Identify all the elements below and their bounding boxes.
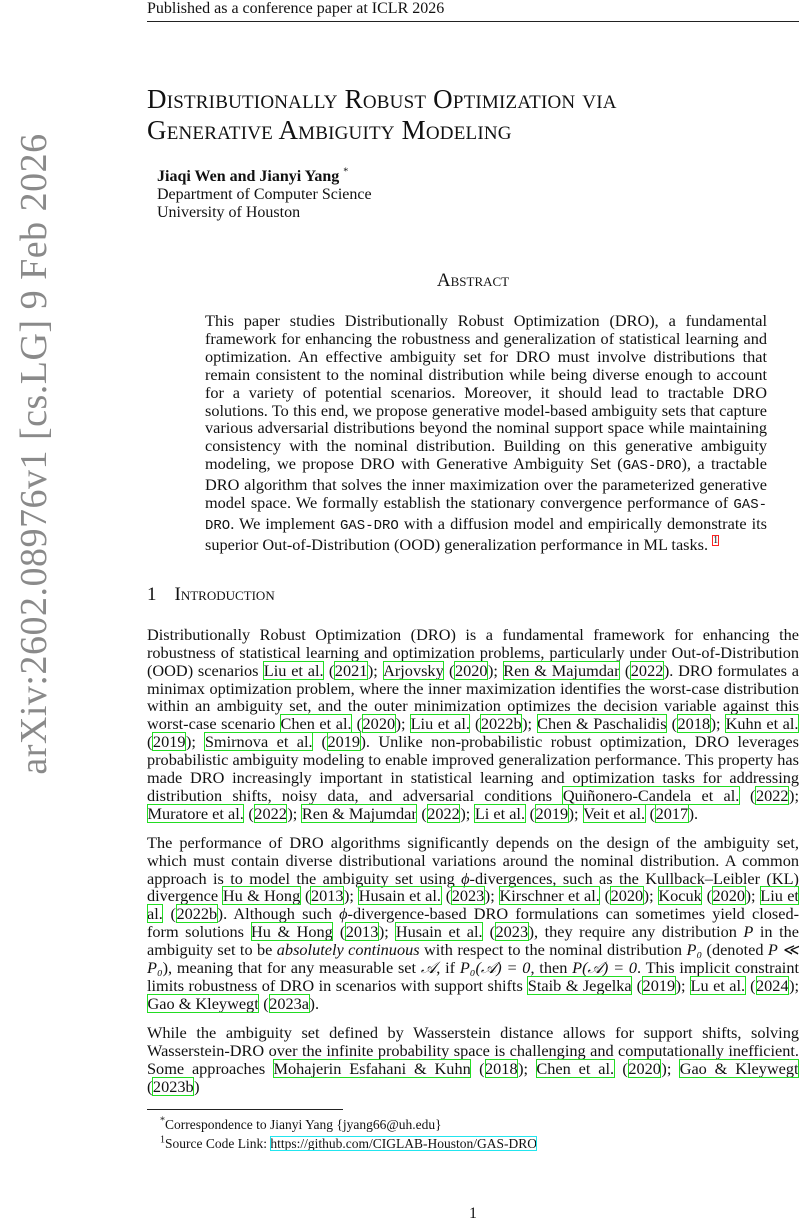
citation-year-link[interactable]: 2023b [152,1077,194,1096]
citation-author-link[interactable]: Lu et al. [690,976,746,995]
text-run: -divergences, such as the Kullback–Leibler (KL) divergence [147,869,799,906]
footnote-text: Correspondence to Jianyi Yang {jyang66@uh.edu} [165,1117,442,1132]
text-run: ; [574,804,583,823]
citation-author-link[interactable]: Ren & Majumdar [503,661,620,680]
citation-year-link[interactable]: 2023 [451,886,485,905]
citation-year-link[interactable]: 2020 [610,886,644,905]
text-run: in the ambiguity set to be [147,922,799,959]
text-run: , if [436,958,460,977]
text-run: . This implicit constraint limits robustness of DRO in scenarios with support shifts [147,958,799,995]
citation-year-link[interactable]: 2021 [334,661,368,680]
paper-title [147,84,799,146]
citation-author-link[interactable]: Kuhn et al. [725,714,799,733]
text-run: with a diffusion model and empirically demonstrate its superior Out-of-Distribution (OOD) generalization performance in ML tasks. [205,514,767,554]
title-line: Generative Ambiguity Modeling [147,115,799,146]
citation-year-link[interactable]: 2020 [362,714,396,733]
citation-year-link[interactable]: 2022 [427,804,461,823]
text-run: ; [401,714,410,733]
citation-author-link[interactable]: Mohajerin Esfahani & Kuhn [273,1059,471,1078]
math: P ≪ P₀ [147,940,799,977]
text-run: , then [530,958,572,977]
citation-year-link[interactable]: 2019 [535,804,569,823]
citation-year-link[interactable]: 2022 [254,804,288,823]
citation-author-link[interactable]: Muratore et al. [147,804,244,823]
code-term: GAS-DRO [205,497,767,534]
text-run: This paper studies Distributionally Robust Optimization (DRO), a fundamental framework for enhancing the robustness and generalization of statistical learning and optimization. An effective ambiguity set for DRO must involve distributions that remain consistent to the nominal distribution while being diverse enough to account for a variety of potential scenarios. Moreover, it should lead to tractable DRO solutions. To this end, we propose generative model-based ambiguity sets that capture various adversarial distributions beyond the nominal support space while maintaining consistency with the nominal distribution. Building on this generative ambiguity modeling, we propose DRO with Generative Ambiguity Set ( [205,311,767,473]
text-run: ; [349,886,358,905]
arxiv-watermark: arXiv:2602.08976v1 [cs.LG] 9 Feb 2026 [12,94,56,814]
citation-author-link[interactable]: Kirschner et al. [499,886,600,905]
text-run: . [315,994,319,1013]
footnote-text: Source Code Link: [165,1136,270,1151]
footnote-source-code [160,1134,799,1153]
citation-author-link[interactable]: Arjovsky [383,661,445,680]
paragraph: While the ambiguity set defined by Wasserstein distance allows for support shifts, solving Wasserstein-DRO over the infinite probability space is challenging and computationally inefficient. Some approaches Mohajerin Esfahani & Kuhn (2018); Chen et al. (2020); Gao & Kleywegt (2023b) [147,1024,799,1096]
citation-author-link[interactable]: Chen et al. [280,714,352,733]
citation-year-link[interactable]: 2013 [310,886,344,905]
text-run: ; [191,732,204,751]
text-run: (denoted [702,940,768,959]
text-run: ; [649,886,658,905]
footnote-divider [147,1109,343,1110]
text-run: . [694,804,698,823]
citation-year-link[interactable]: 2022b [176,904,218,923]
text-run: ; [528,714,537,733]
citation-year-link[interactable]: 2019 [642,976,676,995]
citation-author-link[interactable]: Husain et al. [395,922,483,941]
citation-author-link[interactable]: Li et al. [474,804,525,823]
citation-year-link[interactable]: 2020 [628,1059,662,1078]
text-run: ; [795,976,799,995]
citation-year-link[interactable]: 2022b [480,714,522,733]
citation-author-link[interactable]: Liu et al. [263,661,324,680]
footnote-ref-link[interactable]: 1 [712,535,719,546]
math: P [743,922,753,941]
title-line: Distributionally Robust Optimization via [147,84,799,115]
text-run: ), meaning that for any measurable set [163,958,421,977]
footnote-mark: 1 [160,1135,165,1146]
citation-author-link[interactable]: Kocuk [658,886,702,905]
text-run: ; [751,886,760,905]
running-header: Published as a conference paper at ICLR 2026 [147,0,799,22]
code-term: GAS-DRO [623,458,682,474]
math: ϕ [461,869,469,888]
text-run: ; [716,714,725,733]
university: University of Houston [157,204,799,222]
department: Department of Computer Science [157,186,799,204]
author-footnote-mark[interactable]: * [343,167,348,178]
citation-year-link[interactable]: 2022 [630,661,664,680]
text-run: ; [466,804,475,823]
citation-year-link[interactable]: 2018 [677,714,711,733]
citation-author-link[interactable]: Veit et al. [583,804,646,823]
code-term: GAS-DRO [340,518,399,534]
section-title: Introduction [175,584,275,605]
footnote-mark: * [160,1116,165,1127]
text-run: Distributionally Robust Optimization (DRO) is a fundamental framework for enhancing the robustness of statistical learning and optimization problems, particularly under Out-of-Distribution (OOD) scenarios [147,625,799,680]
section-heading-introduction [147,584,799,606]
citation-author-link[interactable]: Husain et al. [358,886,441,905]
author-names: Jiaqi Wen and Jianyi Yang [157,168,339,185]
footnote-correspondence [160,1115,799,1134]
citation-year-link[interactable]: 2023a [269,994,310,1013]
citation-author-link[interactable]: Staib & Jegelka [527,976,632,995]
text-run: . Unlike non-probabilistic robust optimization, DRO leverages probabilistic ambiguity modeling to enable improved generalization performance. This property has made DRO increasingly important in statistical learning and optimization tasks for addressing distribution shifts, noisy data, and adversarial conditions [147,732,799,805]
section-number: 1 [147,584,157,605]
citation-year-link[interactable]: 2020 [712,886,746,905]
citation-author-link[interactable]: Ren & Majumdar [301,804,417,823]
text-run: ; [681,976,690,995]
text-run: ; [794,786,799,805]
text-run: ; [490,886,499,905]
citation-year-link[interactable]: 2013 [345,922,379,941]
text-run: ; [293,804,302,823]
text-run: ; [524,1059,536,1078]
citation-author-link[interactable]: Gao & Kleywegt [679,1059,799,1078]
text-run: The performance of DRO algorithms significantly depends on the design of the ambiguity set, which must contain diverse distributional variations around the nominal distribution. A common approach is to model the ambiguity set using [147,833,799,888]
citation-author-link[interactable]: Chen et al. [536,1059,615,1078]
author-block [157,168,799,222]
text-run: ; [384,922,395,941]
text-run: . We implement [230,514,340,533]
citation-year-link[interactable]: 2024 [756,976,790,995]
abstract-heading: Abstract [147,270,799,292]
emphasis: absolutely continuous [277,940,420,959]
math: ϕ [339,904,347,923]
paragraph: The performance of DRO algorithms significantly depends on the design of the ambiguity set, which must contain diverse distributional variations around the nominal distribution. A common approach is to model the ambiguity set using ϕ-divergences, such as the Kullback–Leibler (KL) divergence Hu & Hong (2013); Husain et al. (2023); Kirschner et al. (2020); Kocuk (2020); Liu et al. (2022b). Although such ϕ-divergence-based DRO formulations can sometimes yield closed-form solutions Hu & Hong (2013); Husain et al. (2023), they require any distribution P in the ambiguity set to be absolutely continuous with respect to the nominal distribution P₀ (denoted P ≪ P₀), meaning that for any measurable set 𝒜, if P₀(𝒜) = 0, then P(𝒜) = 0. This implicit constraint limits robustness of DRO in scenarios with support shifts Staib & Jegelka (2019); Lu et al. (2024); Gao & Kleywegt (2023a). [147,834,799,1013]
citation-author-link[interactable]: Chen & Paschalidis [537,714,667,733]
citation-year-link[interactable]: 2023 [495,922,529,941]
text-run: -divergence-based DRO formulations can sometimes yield closed-form solutions [147,904,799,941]
math: P(𝒜) = 0 [572,958,637,977]
text-run: , they require any distribution [534,922,743,941]
citation-author-link[interactable]: Smirnova et al. [204,732,313,751]
citation-author-link[interactable]: Gao & Kleywegt [147,994,259,1013]
text-run: ; [493,661,502,680]
footnotes [160,1115,799,1153]
text-run: with respect to the nominal distribution [420,940,687,959]
citation-author-link[interactable]: Liu et al. [410,714,470,733]
page-number: 1 [147,1205,799,1227]
abstract-text [205,312,767,554]
citation-year-link[interactable]: 2019 [152,732,186,751]
text-run: ; [667,1059,679,1078]
citation-year-link[interactable]: 2020 [454,661,488,680]
math: P₀ [687,940,703,959]
math: P₀(𝒜) = 0 [460,958,531,977]
citation-author-link[interactable]: Hu & Hong [251,922,334,941]
citation-author-link[interactable]: Liu et al. [147,886,799,923]
page-column [147,0,799,1227]
citation-year-link[interactable]: 2022 [755,786,789,805]
citation-year-link[interactable]: 2017 [655,804,689,823]
math: 𝒜 [421,958,436,977]
citation-author-link[interactable]: Hu & Hong [222,886,300,905]
citation-year-link[interactable]: 2019 [327,732,361,751]
text-run: . DRO formulates a minimax optimization problem, where the inner maximization identifies the worst-case distribution within an ambiguity set, and the outer minimization optimizes the decision variable against this worst-case scenario [147,661,799,734]
text-run: . Although such [223,904,339,923]
source-code-link[interactable]: https://github.com/CIGLAB-Houston/GAS-DRO [270,1136,537,1151]
citation-year-link[interactable]: 2018 [485,1059,519,1078]
paragraph: Distributionally Robust Optimization (DRO) is a fundamental framework for enhancing the robustness of statistical learning and optimization problems, particularly under Out-of-Distribution (OOD) scenarios Liu et al. (2021); Arjovsky (2020); Ren & Majumdar (2022). DRO formulates a minimax optimization problem, where the inner maximization identifies the worst-case distribution within an ambiguity set, and the outer minimization optimizes the decision variable against this worst-case scenario Chen et al. (2020); Liu et al. (2022b); Chen & Paschalidis (2018); Kuhn et al. (2019); Smirnova et al. (2019). Unlike non-probabilistic robust optimization, DRO leverages probabilistic ambiguity modeling to enable improved generalization performance. This property has made DRO increasingly important in statistical learning and optimization tasks for addressing distribution shifts, noisy data, and adversarial conditions Quiñonero-Candela et al. (2022); Muratore et al. (2022); Ren & Majumdar (2022); Li et al. (2019); Veit et al. (2017). [147,626,799,823]
text-run: ; [373,661,382,680]
text-run: While the ambiguity set defined by Wasserstein distance allows for support shifts, solving Wasserstein-DRO over the infinite probability space is challenging and computationally inefficient. Some approaches [147,1023,799,1078]
text-run: ), a tractable DRO algorithm that solves the inner maximization over the parameterized generative model space. We formally establish the stationary convergence performance of [205,454,767,512]
citation-author-link[interactable]: Quiñonero-Candela et al. [562,786,739,805]
